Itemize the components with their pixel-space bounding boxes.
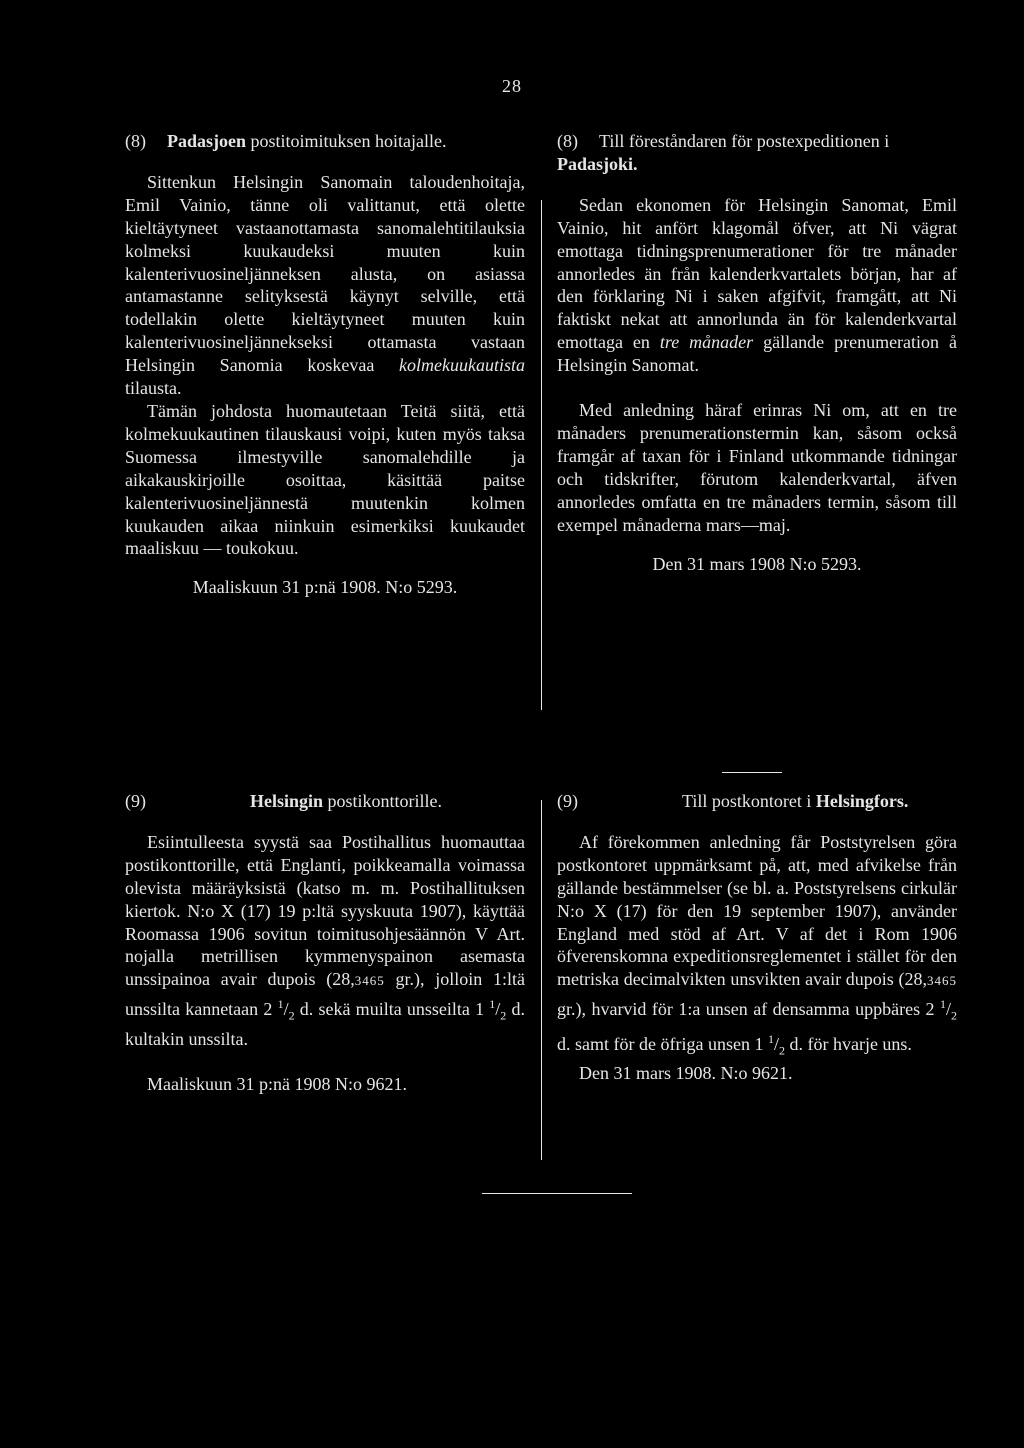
section-9-finnish xyxy=(125,790,525,1096)
page-number: 28 xyxy=(502,76,522,96)
paragraph: Med anledning häraf erinras Ni om, att en tre månaders prenumerationstermin kan, såsom också framgår af taxan för i Finland utkommande tidningar och tidskrifter, förutom kalenderkvartal, äfven annorledes omfatta en tre månaders termin, såsom till exempel månaderna mars—maj. xyxy=(557,400,957,535)
date-line: Maaliskuun 31 p:nä 1908 N:o 9621. xyxy=(147,1073,407,1094)
paragraph: Sedan ekonomen för Helsingin Sanomat, Emil Vainio, hit anfört klagomål öfver, att Ni vägrat emottaga tidningsprenumerationer för tre månader annorledes än från kalenderkvartalets början, har af den förklaring Ni i saken afgifvit, framgått, att Ni faktiskt nekat att annorlunda än för kalenderkvartal emottaga en tre månader gällande prenumeration å Helsingin Sanomat. xyxy=(557,194,957,376)
date-line: Den 31 mars 1908. N:o 9621. xyxy=(579,1063,793,1084)
paragraph: Sittenkun Helsingin Sanomain taloudenhoitaja, Emil Vainio, tänne oli valittanut, että olette kieltäytyneet vastaanottamasta sanomalehtitilauksia kolmeksi kuukaudeksi muuten kuin kalenterivuosineljänneksen alusta, on asiassa antamastanne selityksestä käynyt selville, että todellakin olette kieltäytyneet muuten kuin kalenterivuosineljännekseksi ottamasta vastaan Helsingin Sanomia koskevaa kolmekuukautista tilausta. xyxy=(125,171,525,399)
decimal-digits: 3465 xyxy=(927,973,957,989)
section-8-finnish xyxy=(125,130,525,599)
section-number: (8) xyxy=(557,131,578,151)
addressee-name: Helsingin xyxy=(250,791,324,811)
section-number: (9) xyxy=(125,791,146,811)
addressee-title: postitoimituksen hoitajalle. xyxy=(246,131,447,151)
page-end-rule xyxy=(482,1193,632,1194)
section-8-fi-heading xyxy=(125,130,525,153)
date-line: Den 31 mars 1908 N:o 5293. xyxy=(652,553,862,574)
fraction: $^1/_2$ xyxy=(939,997,957,1023)
decimal-digits: 3465 xyxy=(354,973,385,989)
addressee-name: Padasjoki. xyxy=(557,153,638,174)
emphasis: kolmekuukautista xyxy=(399,355,525,376)
emphasis: tre månader xyxy=(659,332,754,353)
section-9-fi-heading xyxy=(125,790,525,813)
fraction: $^1/_2$ xyxy=(489,997,507,1023)
fraction: $^1/_2$ xyxy=(767,1031,785,1058)
section-number: (8) xyxy=(125,131,146,151)
addressee-name: Helsingfors. xyxy=(815,791,909,811)
paragraph: Esiintulleesta syystä saa Postihallitus huomauttaa postikonttorille, että Englanti, poikkeamalla voimassa olevista määräyksistä (katso m. m. Postihallituksen kiertok. N:o X (17) 19 p:ltä syyskuuta 1907), käyttää Roomassa 1906 sovitun toimitusohjesäännön V Art. nojalla metrillisen kymmenyspainon asemasta unssipainoa avair dupois (28,3465 gr.), jolloin 1:ltä unssilta kannetaan 2 $^1/_2$ d. sekä muilta unsseilta 1 $^1/_2$ d. kultakin unssilta. xyxy=(125,831,525,1049)
section-separator xyxy=(722,772,782,773)
column-divider xyxy=(541,200,542,710)
addressee-title: postikonttorille. xyxy=(323,791,443,811)
section-8-sv-heading xyxy=(557,130,957,176)
fraction: $^1/_2$ xyxy=(277,997,295,1023)
paragraph: Af förekommen anledning får Poststyrelsen göra postkontoret uppmärksamt på, att, med afvikelse från gällande bestämmelser (se bl. a. Poststyrelsens cirkulär N:o X (17) för den 19 september 1907), använder England med stöd af Art. V af det i Rom 1906 öfverenskomna expeditionsreglementet i stället för den metriska decimalvikten unsvikten avair dupois (28,3465 gr.), hvarvid för 1:a unsen af densamma uppbäres 2 $^1/_2$ d. samt för de öfriga unsen 1 $^1/_2$ d. för hvarje uns. xyxy=(557,831,957,1058)
section-9-sv-heading xyxy=(557,790,957,813)
section-number: (9) xyxy=(557,791,578,811)
section-8-swedish xyxy=(557,130,957,575)
date-line: Maaliskuun 31 p:nä 1908. N:o 5293. xyxy=(192,577,458,598)
addressee-title: Till föreståndaren för postexpeditionen i xyxy=(599,131,890,151)
addressee-title: Till postkontoret i xyxy=(682,791,816,811)
section-9-swedish xyxy=(557,790,957,1085)
paragraph: Tämän johdosta huomautetaan Teitä siitä, että kolmekuukautinen tilauskausi voipi, kuten myös taksa Suomessa ilmestyville sanomalehdille ja aikakauskirjoille osoittaa, käsittää paitse kalenterivuosineljännestä muutenkin kolmen kuukauden aikaa niinkuin esimerkiksi kuukaudet maaliskuu — toukokuu. xyxy=(125,400,525,559)
addressee-name: Padasjoen xyxy=(167,131,247,151)
column-divider xyxy=(541,800,542,1160)
